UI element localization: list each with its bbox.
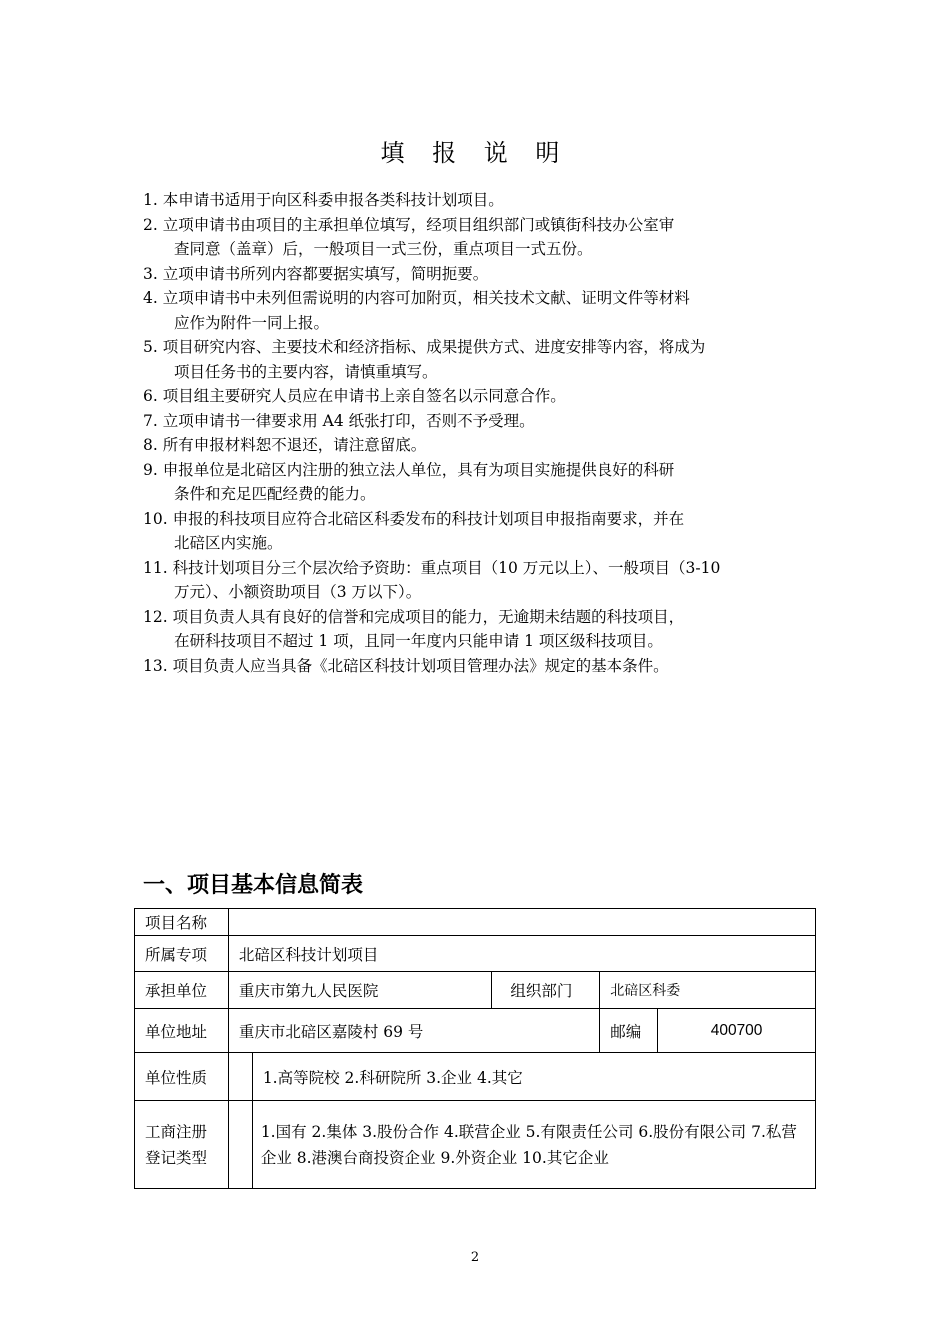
note-text: 10. 申报的科技项目应符合北碚区科委发布的科技计划项目申报指南要求，并在 [143,509,685,528]
note-text: 7. 立项申请书一律要求用 A4 纸张打印，否则不予受理。 [143,411,535,430]
registration-type-label [135,1101,229,1189]
project-info-table [134,908,816,1189]
list-item [143,213,813,262]
page-number: 2 [470,1250,480,1265]
list-item [143,409,813,434]
list-item [143,605,813,654]
note-text: 9. 申报单位是北碚区内注册的独立法人单位，具有为项目实施提供良好的科研 [143,460,675,479]
list-item [143,262,813,287]
table-row [135,972,816,1009]
spacer-cell [228,1053,252,1101]
list-item [143,286,813,335]
list-item [143,384,813,409]
note-continuation: 应作为附件一同上报。 [174,313,330,332]
org-label: 组织部门 [492,972,600,1009]
note-text: 5. 项目研究内容、主要技术和经济指标、成果提供方式、进度安排等内容，将成为 [143,338,706,356]
note-text: 13. 项目负责人应当具备《北碚区科技计划项目管理办法》规定的基本条件。 [143,656,669,675]
note-continuation: 项目任务书的主要内容，请慎重填写。 [174,362,438,381]
list-item [143,556,813,605]
note-text: 8. 所有申报材料恕不退还，请注意留底。 [143,436,427,454]
list-item [143,458,813,507]
address-label: 单位地址 [135,1009,229,1053]
note-continuation: 北碚区内实施。 [174,534,283,552]
registration-label-line: 工商注册 [145,1122,208,1141]
zip-label: 邮编 [600,1009,658,1053]
note-continuation: 查同意（盖章）后，一般项目一式三份，重点项目一式五份。 [174,240,593,258]
section-heading: 一、项目基本信息简表 [143,873,364,898]
list-item [143,335,813,384]
note-text: 6. 项目组主要研究人员应在申请书上亲自签名以示同意合作。 [143,387,566,405]
program-label: 所属专项 [135,936,229,972]
registration-label-line: 登记类型 [145,1148,208,1167]
nature-label: 单位性质 [135,1053,229,1101]
address-field[interactable]: 重庆市北碚区嘉陵村 69 号 [228,1009,599,1053]
project-name-label: 项目名称 [135,909,229,936]
table-row [135,1009,816,1053]
list-item [143,188,813,213]
note-text: 3. 立项申请书所列内容都要据实填写，简明扼要。 [143,264,489,283]
spacer-cell [228,1101,252,1189]
unit-label: 承担单位 [135,972,229,1009]
table-row [135,1053,816,1101]
note-text: 4. 立项申请书中未列但需说明的内容可加附页，相关技术文献、证明文件等材料 [143,289,690,307]
nature-options[interactable]: 1.高等院校 2.科研院所 3.企业 4.其它 [252,1053,815,1101]
table-row [135,1101,816,1189]
list-item [143,507,813,556]
zip-field[interactable]: 400700 [658,1009,816,1053]
instructions-list [143,188,813,678]
list-item [143,654,813,679]
project-name-field[interactable] [228,909,815,936]
note-text: 11. 科技计划项目分三个层次给予资助：重点项目（10 万元以上）、一般项目（3-10 [143,558,721,577]
note-text: 1. 本申请书适用于向区科委申报各类科技计划项目。 [143,191,504,209]
org-field[interactable]: 北碚区科委 [600,972,816,1009]
note-text: 2. 立项申请书由项目的主承担单位填写，经项目组织部门或镇街科技办公室审 [143,215,675,234]
note-continuation: 条件和充足匹配经费的能力。 [174,485,376,503]
note-continuation: 万元）、小额资助项目（3 万以下）。 [174,583,422,601]
list-item [143,433,813,458]
table-row [135,909,816,936]
unit-field[interactable]: 重庆市第九人民医院 [228,972,491,1009]
table-row [135,936,816,972]
page-title: 填 报 说 明 [380,139,570,167]
note-text: 12. 项目负责人具有良好的信誉和完成项目的能力，无逾期未结题的科技项目， [143,607,685,626]
program-field[interactable]: 北碚区科技计划项目 [228,936,815,972]
note-continuation: 在研科技项目不超过 1 项，且同一年度内只能申请 1 项区级科技项目。 [174,632,663,650]
registration-type-options[interactable]: 1.国有 2.集体 3.股份合作 4.联营企业 5.有限责任公司 6.股份有限公司 7.私营企业 8.港澳台商投资企业 9.外资企业 10.其它企业 [252,1101,815,1189]
